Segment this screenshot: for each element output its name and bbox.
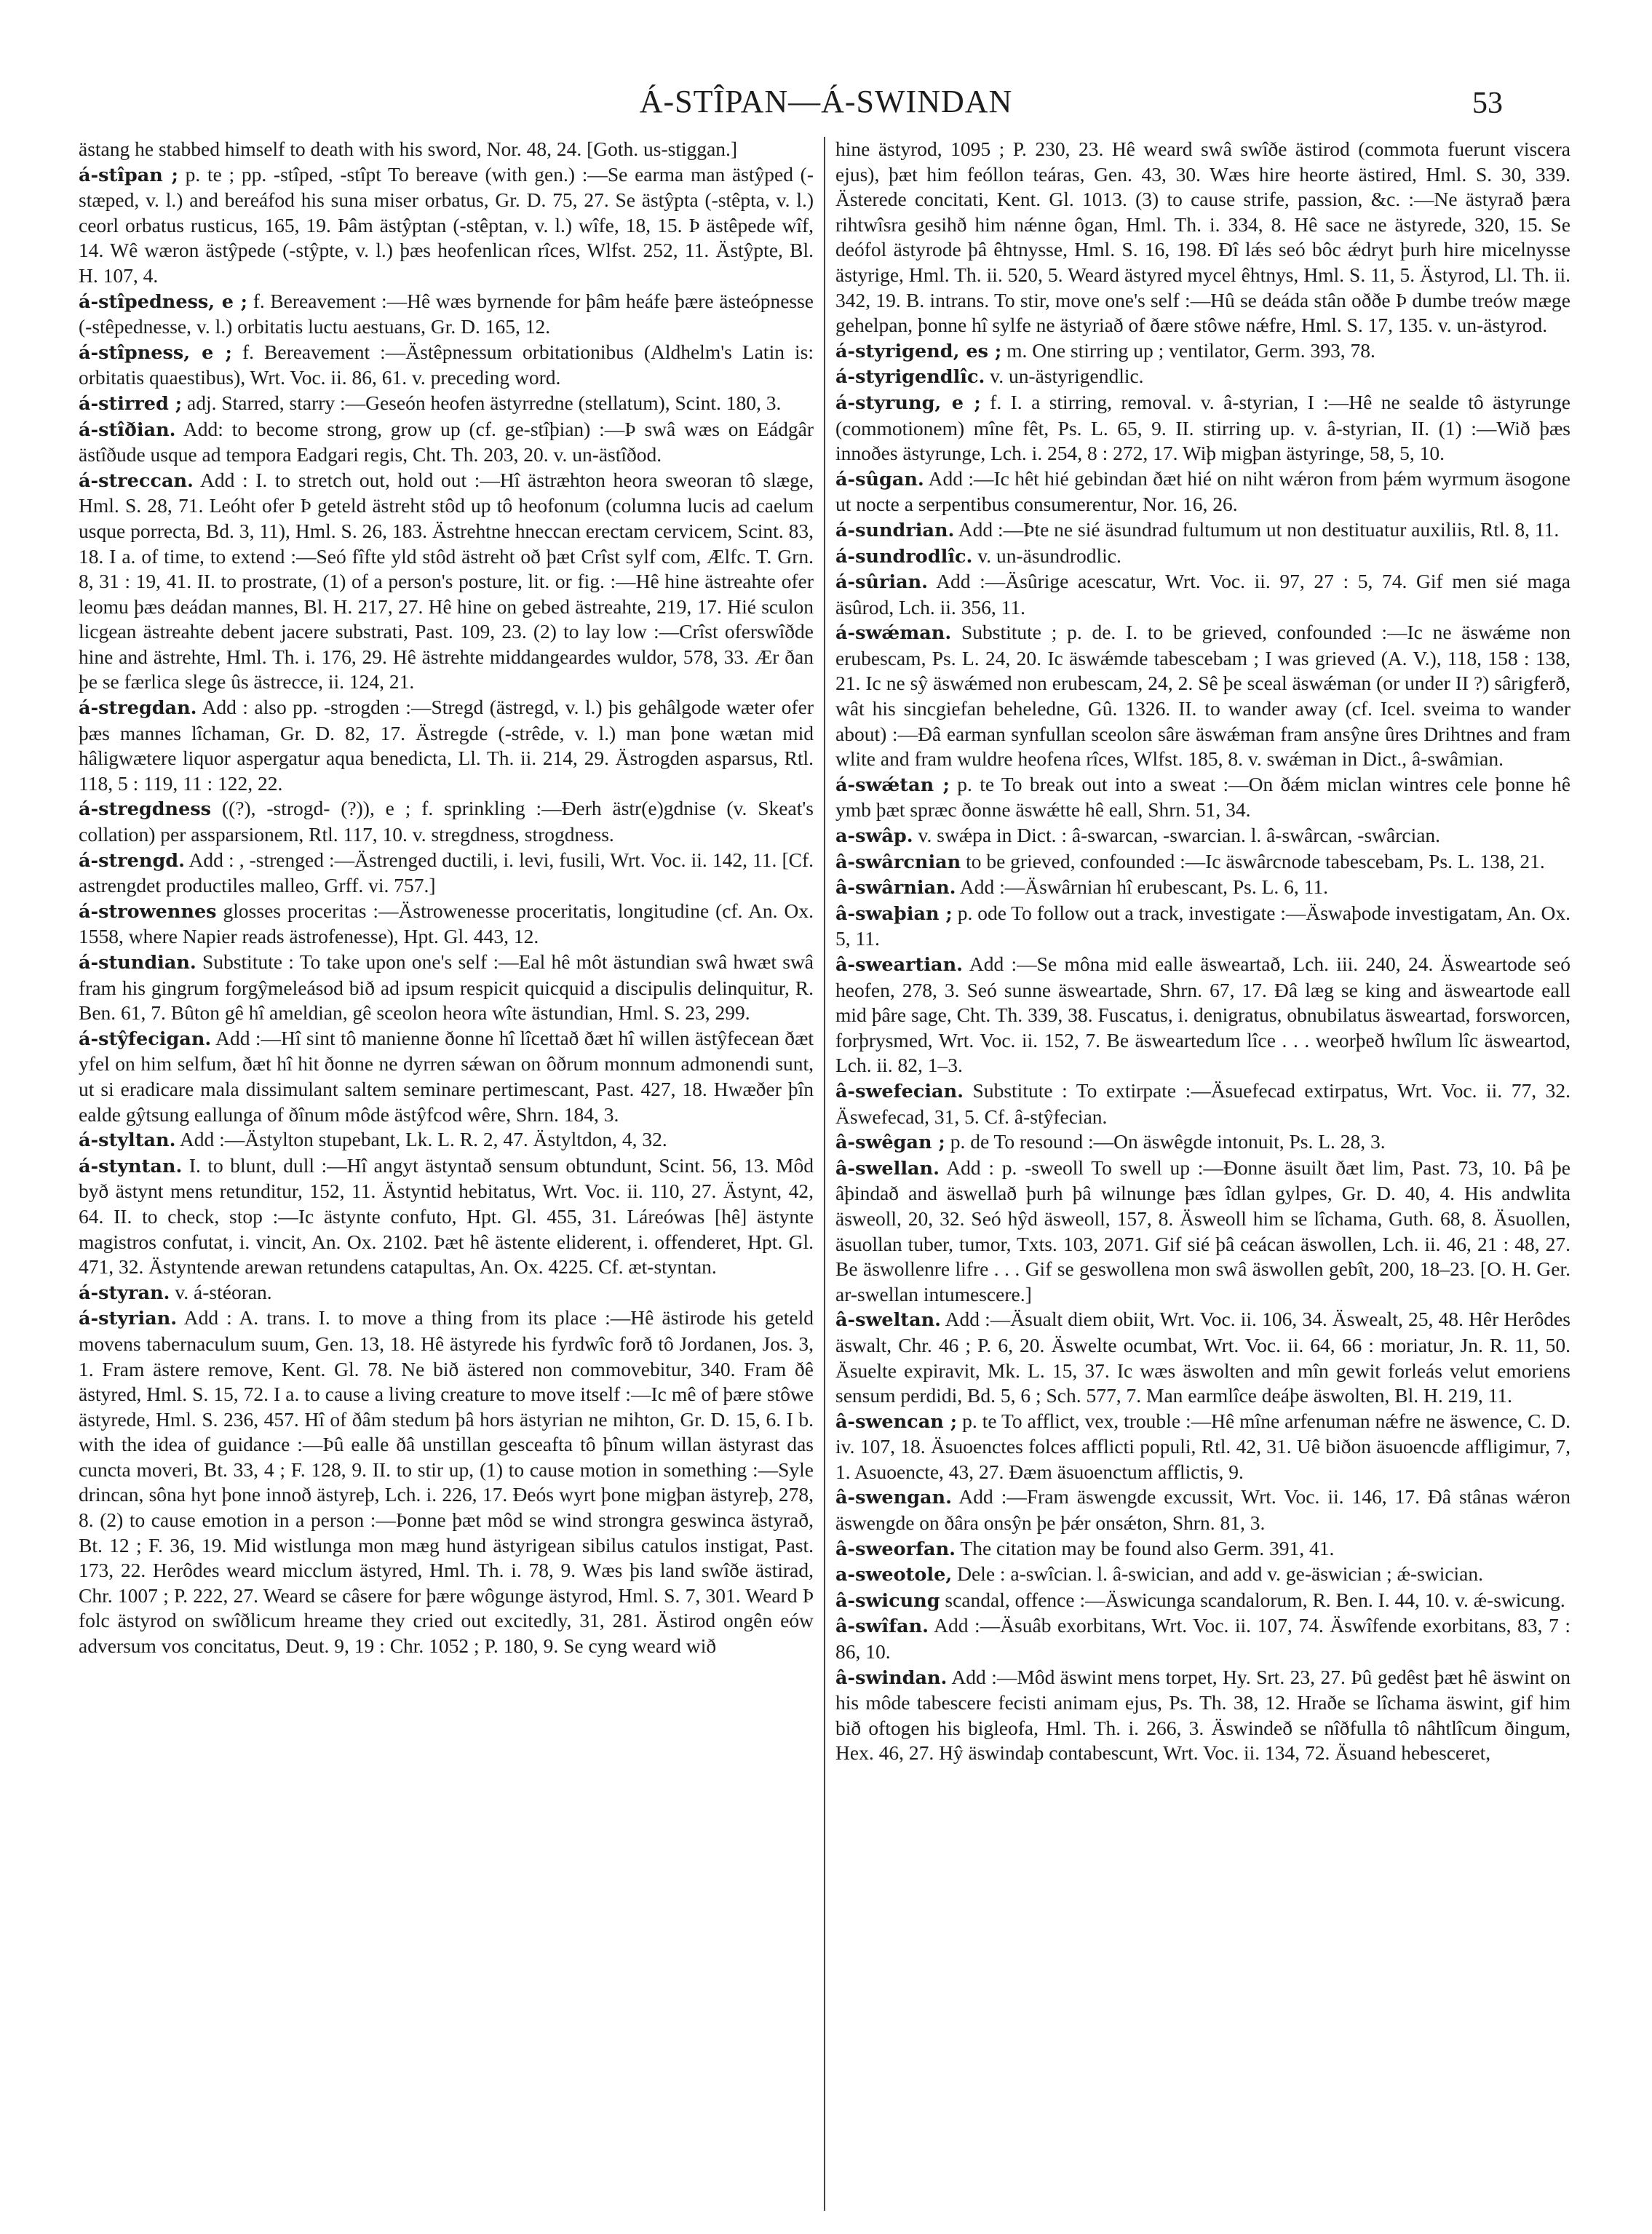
entry-text: Add :—Hî sint tô manienne ðonne hî lîcettað ðæt hî willen ästŷfecean ðæt yfel on him selfum, ðæt hî hit ðonne ne dyrren sǽwan on ôðrum monnum admonendi sunt, ut si eradicare mala dissimulant saltem seminare pertimescant, Past. 427, 18. Hwæðer þîn ealde gŷtsung eallunga of ðînum môde ästŷfcod wêre, Shrn. 184, 3.	[79, 1026, 814, 1126]
entry-headword: á-stîpness, e ;	[79, 341, 232, 364]
dictionary-entry	[835, 1613, 1570, 1664]
entry-text: adj. Starred, starry :—Geseón heofen ästyrredne (stellatum), Scint. 180, 3.	[187, 391, 782, 414]
entry-headword: a-sweotole,	[835, 1564, 953, 1586]
entry-headword: â-swencan ;	[835, 1410, 958, 1433]
dictionary-entry	[79, 950, 814, 1026]
dictionary-entry	[79, 137, 814, 162]
dictionary-entry	[79, 848, 814, 899]
dictionary-entry	[835, 137, 1570, 338]
entry-text: f. Bereavement :—Hê wæs byrnende for þâm heáfe þære ästeópnesse (-stêpednesse, v. l.) orbitatis luctu aestuans, Gr. D. 165, 12.	[79, 289, 814, 338]
entry-headword: á-swǽtan ;	[835, 774, 950, 796]
dictionary-entry	[835, 1307, 1570, 1408]
dictionary-entry	[835, 875, 1570, 901]
entry-headword: â-swaþian ;	[835, 902, 953, 925]
entry-text: f. Bereavement :—Ästêpnessum orbitationibus (Aldhelm's Latin is: orbitatis quaestibus), Wrt. Voc. ii. 86, 61. v. preceding word.	[79, 340, 814, 389]
dictionary-entry	[835, 569, 1570, 620]
entry-headword: á-styrung, e ;	[835, 391, 981, 414]
entry-headword: á-swǽman.	[835, 622, 952, 645]
entry-headword: â-swindan.	[835, 1666, 948, 1689]
dictionary-entry	[835, 620, 1570, 772]
dictionary-entry	[835, 390, 1570, 466]
dictionary-entry	[79, 1280, 814, 1306]
dictionary-entry	[835, 338, 1570, 365]
dictionary-columns	[79, 137, 1570, 2211]
entry-text: Add : p. -sweoll To swell up :—Ðonne äsuilt ðæt lim, Past. 73, 10. Þâ þe âþindað and äswellað þurh þâ wilnunge þæs îdlan gylpes, Gr. D. 40, 4. His andwlita äsweoll, 20, 32. Seó hŷd äsweoll, 157, 8. Äsweoll him se lîchama, Guth. 68, 8. Äsuollen, äsuollan tuber, tumor, Txts. 103, 2071. Gif sié þâ ceácan äswollen, Lch. ii. 46, 21 : 48, 27. Be äswollenre lifre . . . Gif se geswollena mon swâ äswollen gebît, 200, 18–23. [O. H. Ger. ar-swellan intumescere.]	[835, 1156, 1570, 1305]
entry-text: Substitute ; p. de. I. to be grieved, confounded :—Ic ne äswǽme non erubescam, Ps. L. 24, 20. Ic äswǽmde tabescebam ; I was grieved (A. V.), 118, 158 : 138, 21. Ic ne sŷ äswǽmed non erubescam, 24, 2. Sê þe sceal äswǽman (or under II ?) sârigferð, wât his sincgiefan beheledne, Gû. 1326. II. to wander away (cf. Icel. sveima to wander about) :—Ðâ earman synfullan sceolon sâre äswǽman fram ansŷne ûres Drihtnes and fram wlite and fram wuldre heofena rîces, Wlfst. 185, 8. v. swǽman in Dict., â-swâmian.	[835, 621, 1570, 771]
entry-text: scandal, offence :—Äswicunga scandalorum, R. Ben. I. 44, 10. v. ǽ-swicung.	[945, 1588, 1565, 1611]
dictionary-entry	[79, 1153, 814, 1280]
entry-text: I. to blunt, dull :—Hî angyt ästyntað sensum obtundunt, Scint. 56, 13. Môd byð ästynt mens retunditur, 152, 11. Ästyntid hebitatus, Wrt. Voc. ii. 110, 27. Ästynt, 42, 64. II. to check, stop :—Ic ästynte confuto, Hpt. Gl. 455, 31. Láreówas [hê] ästynte magistros confutat, i. vincit, An. Ox. 2102. Þæt hê ästente eliderent, i. offenderet, Hpt. Gl. 471, 32. Ästyntende arewan retundens catapultas, An. Ox. 4225. Cf. æt-styntan.	[79, 1153, 814, 1279]
entry-headword: â-swellan.	[835, 1157, 940, 1180]
dictionary-entry	[835, 1484, 1570, 1535]
entry-headword: â-swârnian.	[835, 877, 956, 899]
entry-text: v. swǽpa in Dict. : â-swarcan, -swarcian. l. â-swârcan, -swârcian.	[918, 824, 1441, 847]
dictionary-entry	[79, 1127, 814, 1153]
entry-headword: á-stîpedness, e ;	[79, 290, 248, 313]
dictionary-entry	[835, 772, 1570, 823]
dictionary-entry	[79, 899, 814, 950]
dictionary-entry	[835, 517, 1570, 544]
dictionary-entry	[79, 417, 814, 468]
dictionary-entry	[79, 468, 814, 695]
entry-text: p. te To afflict, vex, trouble :—Hê mîne arfenuman nǽfre ne äswence, C. D. iv. 107, 18. Äsuoenctes folces afflicti populi, Rtl. 42, 31. Uê biðon äsuoencde affligimur, 7, 1. Asuoencte, 43, 27. Ðæm äsuoenctum afflictis, 9.	[835, 1409, 1570, 1483]
entry-text: Add :—Ästylton stupebant, Lk. L. R. 2, 47. Ästyltdon, 4, 32.	[179, 1128, 667, 1151]
entry-headword: á-stŷfecigan.	[79, 1027, 212, 1050]
dictionary-entry	[835, 1409, 1570, 1485]
entry-text: to be grieved, confounded :—Ic äswârcnode tabescebam, Ps. L. 138, 21.	[966, 849, 1545, 872]
entry-headword: â-swengan.	[835, 1487, 952, 1509]
entry-headword: á-styran.	[79, 1281, 170, 1304]
entry-headword: á-styrian.	[79, 1308, 178, 1330]
entry-headword: â-swicung	[835, 1589, 940, 1612]
entry-headword: â-swefecian.	[835, 1080, 964, 1102]
entry-headword: â-swârcnian	[835, 851, 961, 873]
entry-text: Add : also pp. -strogden :—Stregd (ästregd, v. l.) þis gehâlgode wæter ofer þæs mannes lîchaman, Gr. D. 82, 17. Ästregde (-strêde, v. l.) man þone wætan mid hâligwætere liquor aspergatur aqua benedicta, Ll. Th. ii. 214, 29. Ästrogden asparsus, Rtl. 118, 5 : 119, 11 : 122, 22.	[79, 696, 814, 795]
entry-text: Substitute : To take upon one's self :—Eal hê môt ästundian swâ hwæt swâ fram his gingrum forgŷmeleásod bið ad ipsum respicit quicquid a discipulis delinquitur, R. Ben. 61, 7. Bûton gê hî ameldian, gê sceolon heora wîte ästundian, Hml. S. 23, 299.	[79, 950, 814, 1025]
entry-text: Add :—Þte ne sié äsundrad fultumum ut non destituatur auxiliis, Rtl. 8, 11.	[958, 517, 1560, 541]
dictionary-entry	[79, 162, 814, 289]
entry-headword: â-sweartian.	[835, 954, 964, 976]
dictionary-entry	[835, 1665, 1570, 1766]
entry-headword: á-streccan.	[79, 469, 194, 492]
entry-headword: á-sundrodlîc.	[835, 545, 973, 568]
entry-headword: a-swâp.	[835, 825, 913, 848]
right-column	[835, 137, 1570, 2211]
dictionary-entry	[79, 391, 814, 417]
column-divider	[824, 137, 825, 2211]
entry-headword: á-stîðian.	[79, 418, 176, 441]
entry-text: f. I. a stirring, removal. v. â-styrian, I :—Hê ne sealde tô ästyrunge (commotionem) mîne fêt, Ps. L. 65, 9. II. stirring up. v. â-styrian, II. (1) :—Wið þæs innoðes ästyrunge, Lch. i. 254, 8 : 272, 17. Wiþ migþan ästyringe, 58, 5, 10.	[835, 390, 1570, 465]
entry-text: m. One stirring up ; ventilator, Germ. 393, 78.	[1006, 338, 1375, 362]
entry-text: Dele : a-swîcian. l. â-swician, and add v. ge-äswician ; ǽ-swician.	[957, 1562, 1484, 1586]
entry-headword: â-swêgan ;	[835, 1132, 945, 1154]
entry-headword: á-sundrian.	[835, 519, 955, 541]
entry-text: Add: to become strong, grow up (cf. ge-stîþian) :—Þ swâ wæs on Eádgâr ästîðude usque ad tempora Eadgari regis, Cht. Th. 203, 20. v. un-ästîðod.	[79, 417, 814, 466]
dictionary-entry	[835, 823, 1570, 849]
entry-headword: á-stregdness	[79, 798, 212, 821]
entry-headword: á-sûrian.	[835, 571, 929, 594]
dictionary-entry	[835, 849, 1570, 875]
dictionary-entry	[79, 695, 814, 796]
left-column	[79, 137, 814, 2211]
dictionary-entry	[79, 796, 814, 847]
entry-headword: á-stîpan ;	[79, 164, 178, 186]
entry-text: Add : I. to stretch out, hold out :—Hî ästræhton heora sweoran tô slæge, Hml. S. 28, 71. Leóht ofer Þ geteld ästreht stôd up tô heofonum (columna lucis ad caelum usque porrecta, Bd. 3, 11), Hml. S. 26, 183. Ästrehtne hneccan erectam cervicem, Scint. 83, 18. I a. of time, to extend :—Seó fîfte yld stôd ästreht oð þæt Crîst sylf com, Ælfc. T. Grn. 8, 31 : 19, 41. II. to prostrate, (1) of a person's posture, lit. or fig. :—Hê hine ästreahte ofer leomu þæs deádan mannes, Bl. H. 217, 27. Hê hine on gebed ästreahte, 219, 17. Hié sculon licgean ästreahte debent jacere substrati, Past. 109, 23. (2) to lay low :—Crîst oferswîðde hine and ästrehte, Hml. Th. i. 176, 29. Hê ästrehte middangeardes wuldor, 578, 33. Ær ðan þe se færlica slege ûs ästrecce, ii. 124, 21.	[79, 468, 814, 693]
dictionary-entry	[835, 1536, 1570, 1562]
entry-text: v. un-ästyrigendlic.	[990, 365, 1144, 388]
entry-headword: á-strengd.	[79, 849, 185, 872]
entry-headword: á-styntan.	[79, 1155, 183, 1177]
entry-text: ästang he stabbed himself to death with his sword, Nor. 48, 24. [Goth. us-stiggan.]	[79, 138, 738, 160]
entry-headword: á-stundian.	[79, 952, 196, 974]
entry-headword: á-styrigendlîc.	[835, 366, 985, 389]
dictionary-entry	[835, 1588, 1570, 1614]
dictionary-entry	[835, 1156, 1570, 1308]
entry-text: hine ästyrod, 1095 ; P. 230, 23. Hê weard swâ swîðe ästirod (commota fuerunt viscera ejus), þæt him feóllon teáras, Gen. 43, 30. Wæs hire heorte ästired, Hml. S. 30, 339. Ästerede concitati, Kent. Gl. 1013. (3) to cause strife, passion, &c. :—Ne ästyrað þæra rihtwîsra gesihð him nǽnne ôgan, Hml. Th. i. 334, 8. Hê sace ne ästyrede, 320, 15. Se deófol ästyrode þâ êhtnysse, Hml. S. 16, 198. Ðî lǽs seó bôc ǽdryt þurh hire micelnysse ästyrige, Hml. Th. ii. 520, 5. Weard ästyred mycel êhtnys, Hml. S. 11, 5. Ästyrod, Ll. Th. ii. 342, 19. B. intrans. To stir, move one's self :—Hû se deáda stân oððe Þ dumbe treów mæge gehelpan, þonne hî sylfe ne ästyriað of ðære stôwe nǽfre, Hml. S. 17, 135. v. un-ästyrod.	[835, 138, 1570, 337]
dictionary-entry	[79, 1026, 814, 1127]
entry-headword: á-stirred ;	[79, 392, 183, 415]
entry-text: p. te ; pp. -stîped, -stîpt To bereave (with gen.) :—Se earma man ästŷped (-stæped, v. l.) and bereáfod his suna miser orbatus, Gr. D. 75, 27. Se ästŷpta (-stêpta, v. l.) ceorl orbatus rusticus, 165, 19. Þâm ästŷptan (-stêptan, v. l.) wîfe, 18, 15. Þ ästêpede wîf, 14. Wê wæron ästŷpede (-stŷpte, v. l.) þæs heofenlican rîces, Wlfst. 252, 11. Ästŷpte, Bl. H. 107, 4.	[79, 162, 814, 287]
dictionary-entry	[835, 544, 1570, 570]
entry-headword: â-sweorfan.	[835, 1538, 956, 1560]
entry-headword: á-styltan.	[79, 1129, 176, 1152]
entry-text: The citation may be found also Germ. 391, 41.	[960, 1536, 1335, 1559]
entry-text: Add :—Ic hêt hié gebindan ðæt hié on niht wǽron from þǽm wyrmum äsogone ut nocte a serpentibus consumerentur, Nor. 16, 26.	[835, 466, 1570, 516]
entry-text: v. á-stéoran.	[175, 1280, 272, 1303]
entry-text: Add : A. trans. I. to move a thing from its place :—Hê ästirode his geteld movens tabernaculum suum, Gen. 13, 18. Hê ästyrede his fyrdwîc forð tô Jordanen, Jos. 3, 1. Fram ästere remove, Kent. Gl. 78. Ne bið ästered non commovebitur, 340. Fram ðê ästyred, Hml. S. 15, 72. I a. to cause a living creature to move itself :—Ic mê of þære stôwe ästyrede, Hml. S. 236, 457. Hî of ðâm stedum þâ hors ästyrian ne mihton, Gr. D. 15, 6. I b. with the idea of guidance :—Þû ealle ðâ unstillan gesceafta tô þînum willan ästyrast das cuncta moveri, Bt. 33, 4 ; F. 128, 9. II. to stir up, (1) to cause motion in something :—Syle drincan, sôna hyt þone innoð ästyreþ, Lch. i. 226, 17. Ðeós wyrt þone migþan ästyreþ, 278, 8. (2) to cause emotion in a person :—Þonne þæt môd se wind strongra geswinca ästyrað, Bt. 12 ; F. 36, 19. Mid wistlunga mon mæg hund ästyrigean sibilus catulos instigat, Past. 173, 22. Herôdes weard micclum ästyred, Hml. Th. i. 78, 9. Wæs þis land swîðe ästirad, Chr. 1007 ; P. 222, 27. Weard se câsere for þære wôgunge ästyrod, Hml. S. 7, 301. Weard Þ folc ästyrod on swîðlicum hreame they cried out excitedly, 31, 281. Ästirod ongên eów adversum vos concitatus, Deut. 9, 19 : Chr. 1052 ; P. 180, 9. Se cyng weard wið	[79, 1306, 814, 1658]
entry-text: ((?), -strogd- (?)), e ; f. sprinkling :—Ðerh ästr(e)gdnise (v. Skeat's collation) per assparsionem, Rtl. 117, 10. v. stregdness, strogdness.	[79, 797, 814, 846]
page-header	[0, 80, 1652, 131]
entry-text: v. un-äsundrodlic.	[977, 544, 1121, 567]
dictionary-entry	[835, 364, 1570, 390]
entry-headword: á-sûgan.	[835, 468, 924, 490]
entry-text: p. de To resound :—On äswêgde intonuit, Ps. L. 28, 3.	[950, 1130, 1386, 1153]
dictionary-entry	[835, 1129, 1570, 1156]
entry-text: Add :—Äsûrige acescatur, Wrt. Voc. ii. 97, 27 : 5, 74. Gif men sié maga äsûrod, Lch. ii. 356, 11.	[835, 570, 1570, 619]
entry-headword: â-swîfan.	[835, 1615, 929, 1638]
dictionary-entry	[79, 289, 814, 340]
dictionary-entry	[835, 466, 1570, 517]
entry-text: Add :—Äswârnian hî erubescant, Ps. L. 6, 11.	[959, 875, 1329, 899]
dictionary-entry	[79, 1305, 814, 1658]
entry-text: glosses proceritas :—Ästrowenesse proceritatis, longitudine (cf. An. Ox. 1558, where Napier reads ästrofenesse), Hpt. Gl. 443, 12.	[79, 899, 814, 948]
entry-headword: á-styrigend, es ;	[835, 340, 1002, 362]
dictionary-entry	[835, 1078, 1570, 1129]
page-number: 53	[1472, 87, 1503, 120]
running-title: Á-STÎPAN—Á-SWINDAN	[639, 84, 1013, 119]
entry-text: p. te To break out into a sweat :—On ðǽm miclan wintres cele þonne hê ymb þæt spræc ðonne äswǽtte hê eall, Shrn. 51, 34.	[835, 772, 1570, 822]
dictionary-entry	[835, 901, 1570, 952]
entry-text: Add :—Äsualt diem obiit, Wrt. Voc. ii. 106, 34. Äswealt, 25, 48. Hêr Herôdes äswalt, Chr. 46 ; P. 6, 20. Äswelte ocumbat, Wrt. Voc. ii. 64, 66 : moriatur, Jn. R. 11, 50. Äsuelte expiravit, Mk. L. 15, 37. Ic wæs äswolten and mîn gewit forleás velut emoriens sensum perdidi, Bd. 5, 6 ; Sch. 577, 7. Man earmlîce deáþe äswolten, Bl. H. 219, 11.	[835, 1308, 1570, 1407]
entry-text: Add : , -strenged :—Ästrenged ductili, i. levi, fusili, Wrt. Voc. ii. 142, 11. [Cf. astrengdet productiles malleo, Grff. vi. 757.]	[79, 848, 814, 897]
entry-text: Add :—Môd äswint mens torpet, Hy. Srt. 23, 27. Þû gedêst þæt hê äswint on his môde tabescere fecisti animam ejus, Ps. Th. 38, 12. Hraðe se lîchama äswint, gif him bið oftogen his bigleofa, Hml. Th. i. 266, 3. Äswindeð se nîðfulla tô nâhtlîcum ðingum, Hex. 46, 27. Hŷ äswindaþ contabescunt, Wrt. Voc. ii. 134, 72. Äsuand hebesceret,	[835, 1665, 1570, 1765]
entry-headword: á-strowennes	[79, 900, 217, 923]
entry-text: Add :—Se môna mid ealle äsweartað, Lch. iii. 240, 24. Äsweartode seó heofen, 278, 3. Seó sunne äsweartade, Shrn. 67, 17. Ðâ læg se king and äsweartode eall mid þâre sage, Cht. Th. 339, 38. Fuscatus, i. denigratus, obnubilatus äsweartad, forsworcen, forþrysmed, Wrt. Voc. ii. 152, 7. Be äsweartedum lîce . . . weorþeð hwîlum lîc äsweartod, Lch. ii. 82, 1–3.	[835, 953, 1570, 1077]
dictionary-entry	[835, 1562, 1570, 1588]
entry-headword: â-sweltan.	[835, 1309, 942, 1332]
dictionary-entry	[835, 952, 1570, 1078]
entry-text: Add :—Äsuâb exorbitans, Wrt. Voc. ii. 107, 74. Äswîfende exorbitans, 83, 7 : 86, 10.	[835, 1614, 1570, 1663]
dictionary-entry	[79, 340, 814, 391]
entry-text: Add :—Fram äswengde excussit, Wrt. Voc. ii. 146, 17. Ðâ stânas wǽron äswengde on ðâra onsŷn þe þǽr onsǽton, Shrn. 81, 3.	[835, 1485, 1570, 1535]
entry-text: Substitute : To extirpate :—Äsuefecad extirpatus, Wrt. Voc. ii. 77, 32. Äswefecad, 31, 5. Cf. â-stŷfecian.	[835, 1078, 1570, 1128]
entry-headword: á-stregdan.	[79, 697, 197, 720]
entry-text: p. ode To follow out a track, investigate :—Äswaþode investigatam, An. Ox. 5, 11.	[835, 901, 1570, 950]
